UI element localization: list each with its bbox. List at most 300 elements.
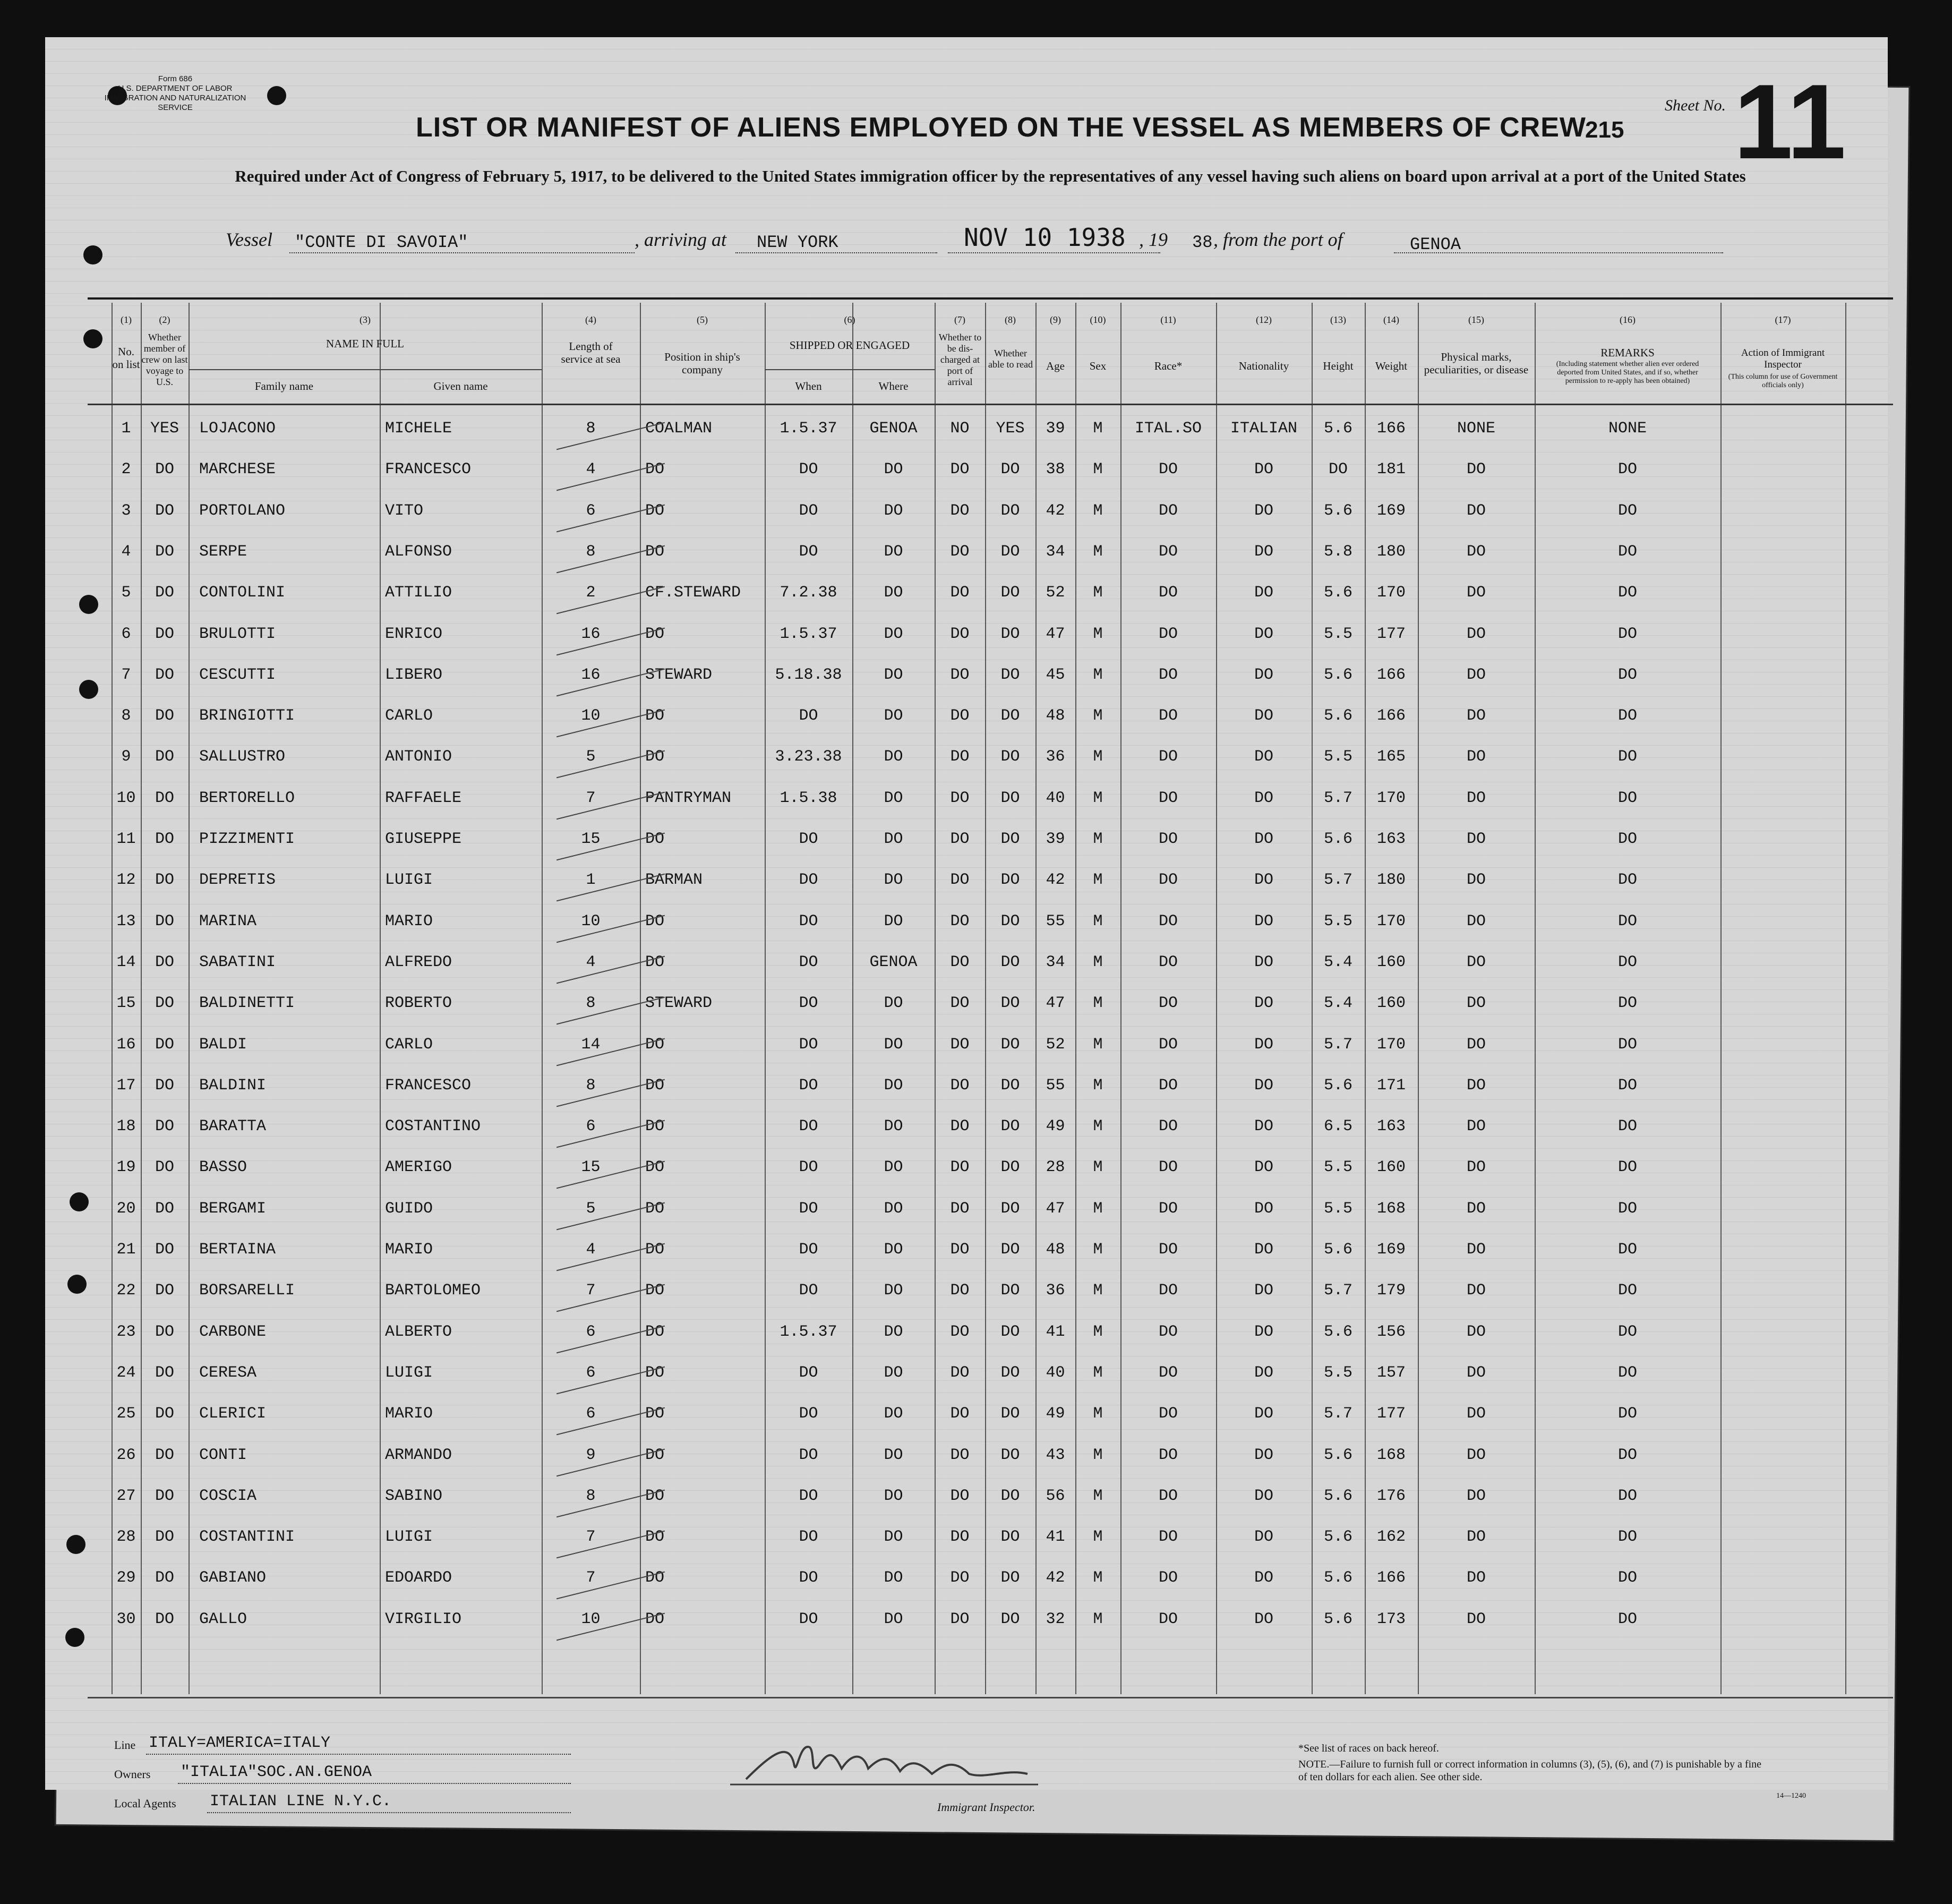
given-name: CARLO [385,707,433,725]
column-number: (1) [121,314,132,325]
weight: 170 [1376,584,1406,602]
family-name: BERGAMI [199,1199,267,1218]
table-row [45,455,1888,496]
able-to-read: DO [1000,1282,1020,1300]
nationality: DO [1254,1405,1273,1423]
line-label: Line [114,1738,136,1752]
shipped-when: 1.5.37 [780,1322,837,1341]
table-bottom-rule [88,1697,1893,1698]
able-to-read: DO [1000,1158,1020,1177]
weight: 166 [1376,707,1406,725]
nationality: ITALIAN [1230,420,1298,438]
header-discharged: Whether to be dis-charged at port of arrival [938,332,982,387]
age: 47 [1046,625,1065,643]
height: 5.5 [1323,1158,1352,1177]
to-be-discharged: DO [950,748,970,766]
last-voyage: DO [155,542,174,561]
shipped-when: DO [799,1405,818,1423]
table-row [45,620,1888,660]
weight: 157 [1376,1363,1406,1382]
line-value: ITALY=AMERICA=ITALY [149,1734,331,1752]
column-number: (14) [1383,314,1399,325]
shipped-where: DO [884,1569,903,1587]
given-name: FRANCESCO [385,460,472,479]
form-code: 14—1240 [1776,1792,1806,1800]
family-name: MARINA [199,912,257,930]
weight: 176 [1376,1487,1406,1505]
date-stamp: NOV 10 1938 [964,223,1126,252]
to-be-discharged: DO [950,584,970,602]
column-number: (15) [1468,314,1484,325]
able-to-read: DO [1000,830,1020,848]
weight: 160 [1376,953,1406,971]
given-name: ROBERTO [385,994,452,1013]
physical-marks: DO [1466,1322,1486,1341]
shipped-where: DO [884,584,903,602]
table-row [45,1564,1888,1604]
length-of-service: 16 [581,625,601,643]
family-name: BARATTA [199,1117,267,1136]
age: 38 [1046,460,1065,479]
punch-hole [267,86,286,105]
to-be-discharged: DO [950,1282,970,1300]
shipped-where: DO [884,912,903,930]
row-number: 9 [121,748,131,766]
departure-port-rule [1394,252,1723,253]
remarks: DO [1617,501,1637,520]
header-race: Race* [1154,360,1183,372]
family-name: BALDINETTI [199,994,295,1013]
family-name: SALLUSTRO [199,748,286,766]
given-name: RAFFAELE [385,789,462,807]
row-number: 30 [116,1610,136,1628]
column-number: (8) [1005,314,1016,325]
physical-marks: DO [1466,584,1486,602]
race: DO [1158,584,1178,602]
to-be-discharged: DO [950,830,970,848]
table-row [45,1482,1888,1522]
table-row [45,742,1888,783]
shipped-where: DO [884,1199,903,1218]
race: DO [1158,1528,1178,1547]
row-number: 12 [116,871,136,890]
shipped-where: DO [884,625,903,643]
age: 47 [1046,1199,1065,1218]
position: DO [645,912,665,930]
height: 5.5 [1323,748,1352,766]
length-of-service: 7 [586,1528,596,1547]
age: 45 [1046,665,1065,684]
header-remarks-note: (Including statement whether alien ever ordered deported from United States, and if so, whether permission to re-apply has been obtained) [1556,360,1699,385]
physical-marks: DO [1466,1035,1486,1054]
nationality: DO [1254,665,1273,684]
table-row [45,1523,1888,1563]
race: DO [1158,1282,1178,1300]
age: 49 [1046,1405,1065,1423]
shipped-where: DO [884,542,903,561]
position: CF.STEWARD [645,584,741,602]
able-to-read: DO [1000,542,1020,561]
shipped-when: DO [799,912,818,930]
age: 39 [1046,420,1065,438]
last-voyage: DO [155,1446,174,1464]
to-be-discharged: DO [950,1199,970,1218]
height: 5.5 [1323,1363,1352,1382]
age: 52 [1046,1035,1065,1054]
header-nationality: Nationality [1238,360,1289,372]
last-voyage: DO [155,953,174,971]
nationality: DO [1254,994,1273,1013]
department-name: U.S. DEPARTMENT OF LABOR [118,84,233,93]
age: 36 [1046,748,1065,766]
weight: 180 [1376,871,1406,890]
nationality: DO [1254,1035,1273,1054]
weight: 173 [1376,1610,1406,1628]
last-voyage: DO [155,830,174,848]
remarks: DO [1617,707,1637,725]
given-name: GIUSEPPE [385,830,462,848]
sex: M [1093,1322,1103,1341]
given-name: CARLO [385,1035,433,1054]
shipped-when: DO [799,1446,818,1464]
weight: 160 [1376,994,1406,1013]
physical-marks: DO [1466,1158,1486,1177]
race: DO [1158,1363,1178,1382]
nationality: DO [1254,460,1273,479]
manifest-sheet [45,37,1888,1814]
nationality: DO [1254,1569,1273,1587]
given-name: ARMANDO [385,1446,452,1464]
last-voyage: DO [155,501,174,520]
weight: 160 [1376,1158,1406,1177]
nationality: DO [1254,625,1273,643]
sex: M [1093,1487,1103,1505]
from-label: , from the port of [1213,229,1343,250]
shipped-where: DO [884,871,903,890]
position: DO [645,460,665,479]
physical-marks: DO [1466,1117,1486,1136]
length-of-service: 10 [581,707,601,725]
vessel-name-rule [289,252,635,253]
age: 48 [1046,707,1065,725]
last-voyage: DO [155,1158,174,1177]
to-be-discharged: DO [950,501,970,520]
sex: M [1093,1528,1103,1547]
table-row [45,1276,1888,1317]
arrival-port: NEW YORK [757,233,838,252]
age: 39 [1046,830,1065,848]
length-of-service: 8 [586,542,596,561]
last-voyage: YES [150,420,179,438]
last-voyage: DO [155,1322,174,1341]
weight: 181 [1376,460,1406,479]
given-name: LUIGI [385,1528,433,1547]
race: DO [1158,665,1178,684]
age: 56 [1046,1487,1065,1505]
given-name: GUIDO [385,1199,433,1218]
height: 5.6 [1323,707,1352,725]
to-be-discharged: DO [950,1569,970,1587]
given-name: MARIO [385,912,433,930]
able-to-read: DO [1000,501,1020,520]
physical-marks: DO [1466,625,1486,643]
race: DO [1158,501,1178,520]
header-inspector-action: Action of Immigrant Inspector [1741,347,1825,370]
age: 47 [1046,994,1065,1013]
last-voyage: DO [155,994,174,1013]
physical-marks: DO [1466,1405,1486,1423]
header-length-of-service: Length of service at sea [561,340,621,365]
nationality: DO [1254,584,1273,602]
family-name: BRULOTTI [199,625,276,643]
race: ITAL.SO [1134,420,1202,438]
last-voyage: DO [155,1610,174,1628]
height: 5.7 [1323,1282,1352,1300]
remarks: DO [1617,1282,1637,1300]
header-able-to-read: Whether able to read [988,348,1033,370]
able-to-read: DO [1000,912,1020,930]
last-voyage: DO [155,748,174,766]
shipped-where: DO [884,1035,903,1054]
to-be-discharged: DO [950,1117,970,1136]
sex: M [1093,1446,1103,1464]
length-of-service: 4 [586,460,596,479]
shipped-when: DO [799,871,818,890]
form-number: Form 686 [158,74,193,83]
physical-marks: DO [1466,707,1486,725]
to-be-discharged: DO [950,994,970,1013]
header-rule [765,369,935,370]
nationality: DO [1254,1446,1273,1464]
height: 5.7 [1323,871,1352,890]
family-name: CONTOLINI [199,584,286,602]
weight: 170 [1376,1035,1406,1054]
length-of-service: 5 [586,1199,596,1218]
nationality: DO [1254,1076,1273,1095]
height: 5.6 [1323,665,1352,684]
year-value: 38 [1192,233,1213,252]
height: 5.7 [1323,1035,1352,1054]
header-sex: Sex [1089,360,1107,372]
length-of-service: 6 [586,1117,596,1136]
shipped-where: DO [884,707,903,725]
height: 5.5 [1323,912,1352,930]
table-row [45,414,1888,455]
family-name: BASSO [199,1158,247,1177]
header-family-name: Family name [254,380,314,392]
row-number: 8 [121,707,131,725]
row-number: 10 [116,789,136,807]
service-name: IMMIGRATION AND NATURALIZATION SERVICE [104,93,246,112]
year-prefix: , 19 [1139,229,1168,250]
nationality: DO [1254,1322,1273,1341]
sex: M [1093,994,1103,1013]
weight: 170 [1376,789,1406,807]
punch-hole [83,245,102,264]
race: DO [1158,707,1178,725]
nationality: DO [1254,1117,1273,1136]
sex: M [1093,912,1103,930]
physical-marks: DO [1466,748,1486,766]
nationality: DO [1254,1487,1273,1505]
height: 5.6 [1323,1569,1352,1587]
last-voyage: DO [155,1241,174,1259]
family-name: MARCHESE [199,460,276,479]
shipped-when: DO [799,1199,818,1218]
weight: 177 [1376,625,1406,643]
position: DO [645,1405,665,1423]
weight: 156 [1376,1322,1406,1341]
age: 43 [1046,1446,1065,1464]
row-number: 3 [121,501,131,520]
remarks: DO [1617,460,1637,479]
remarks: DO [1617,1405,1637,1423]
age: 42 [1046,501,1065,520]
shipped-when: DO [799,994,818,1013]
physical-marks: DO [1466,1199,1486,1218]
length-of-service: 8 [586,1076,596,1095]
age: 48 [1046,1241,1065,1259]
physical-marks: DO [1466,1363,1486,1382]
given-name: VITO [385,501,424,520]
shipped-where: DO [884,1446,903,1464]
shipped-where: DO [884,501,903,520]
shipped-where: DO [884,1322,903,1341]
weight: 171 [1376,1076,1406,1095]
penalty-note: NOTE.—Failure to furnish full or correct information in columns (3), (5), (6), and (7) is punishable by a fine of ten dollars for each alien. See other side. [1298,1758,1762,1783]
row-number: 28 [116,1528,136,1547]
header-inspector-note: (This column for use of Government officials only) [1728,373,1838,389]
given-name: LUIGI [385,871,433,890]
last-voyage: DO [155,1363,174,1382]
physical-marks: DO [1466,953,1486,971]
row-number: 11 [116,830,136,848]
shipped-when: 1.5.37 [780,420,837,438]
age: 28 [1046,1158,1065,1177]
height: 6.5 [1323,1117,1352,1136]
position: DO [645,501,665,520]
agents-rule [207,1812,571,1813]
column-number: (10) [1090,314,1106,325]
table-row [45,989,1888,1029]
shipped-when: DO [799,1076,818,1095]
shipped-when: 3.23.38 [775,748,842,766]
remarks: DO [1617,1322,1637,1341]
last-voyage: DO [155,1487,174,1505]
family-name: BALDINI [199,1076,267,1095]
age: 41 [1046,1322,1065,1341]
weight: 166 [1376,665,1406,684]
given-name: LUIGI [385,1363,433,1382]
family-name: CESCUTTI [199,665,276,684]
to-be-discharged: DO [950,912,970,930]
able-to-read: DO [1000,1569,1020,1587]
column-number: (17) [1775,314,1791,325]
able-to-read: DO [1000,1363,1020,1382]
header-physical-marks: Physical marks, peculiarities, or disease [1424,351,1529,376]
given-name: SABINO [385,1487,443,1505]
height: 5.7 [1323,789,1352,807]
length-of-service: 16 [581,665,601,684]
nationality: DO [1254,912,1273,930]
nationality: DO [1254,1199,1273,1218]
nationality: DO [1254,542,1273,561]
remarks: DO [1617,1363,1637,1382]
length-of-service: 8 [586,420,596,438]
nationality: DO [1254,1363,1273,1382]
last-voyage: DO [155,1282,174,1300]
table-row [45,1605,1888,1645]
nationality: DO [1254,748,1273,766]
family-name: CERESA [199,1363,257,1382]
shipped-when: 7.2.38 [780,584,837,602]
remarks: NONE [1608,420,1647,438]
date-rule [948,252,1160,253]
weight: 170 [1376,912,1406,930]
departure-port: GENOA [1410,235,1461,254]
header-bottom-rule [88,404,1893,405]
length-of-service: 8 [586,1487,596,1505]
physical-marks: DO [1466,912,1486,930]
physical-marks: NONE [1457,420,1495,438]
shipped-when: DO [799,1035,818,1054]
race: DO [1158,1199,1178,1218]
to-be-discharged: DO [950,665,970,684]
header-no-on-list: No. on list [112,345,140,371]
to-be-discharged: DO [950,1241,970,1259]
shipped-where: DO [884,789,903,807]
row-number: 27 [116,1487,136,1505]
position: DO [645,748,665,766]
to-be-discharged: DO [950,1405,970,1423]
to-be-discharged: DO [950,1363,970,1382]
table-row [45,578,1888,619]
table-row [45,907,1888,947]
race: DO [1158,1446,1178,1464]
shipped-where: DO [884,1487,903,1505]
remarks: DO [1617,994,1637,1013]
position: DO [645,1322,665,1341]
able-to-read: DO [1000,1446,1020,1464]
remarks: DO [1617,912,1637,930]
position: DO [645,1282,665,1300]
length-of-service: 2 [586,584,596,602]
remarks: DO [1617,1487,1637,1505]
sex: M [1093,1282,1103,1300]
weight: 163 [1376,1117,1406,1136]
height: 5.6 [1323,501,1352,520]
table-row [45,1441,1888,1481]
race: DO [1158,1241,1178,1259]
arrival-port-rule [735,252,937,253]
owners-rule [178,1783,571,1784]
able-to-read: DO [1000,584,1020,602]
shipped-when: DO [799,1610,818,1628]
family-name: CARBONE [199,1322,267,1341]
weight: 166 [1376,420,1406,438]
height: 5.4 [1323,994,1352,1013]
to-be-discharged: DO [950,953,970,971]
race: DO [1158,1158,1178,1177]
height: 5.6 [1323,584,1352,602]
column-number: (13) [1330,314,1346,325]
family-name: GALLO [199,1610,247,1628]
sex: M [1093,1076,1103,1095]
remarks: DO [1617,1158,1637,1177]
agents-label: Local Agents [114,1797,176,1810]
sex: M [1093,501,1103,520]
shipped-where: DO [884,1610,903,1628]
